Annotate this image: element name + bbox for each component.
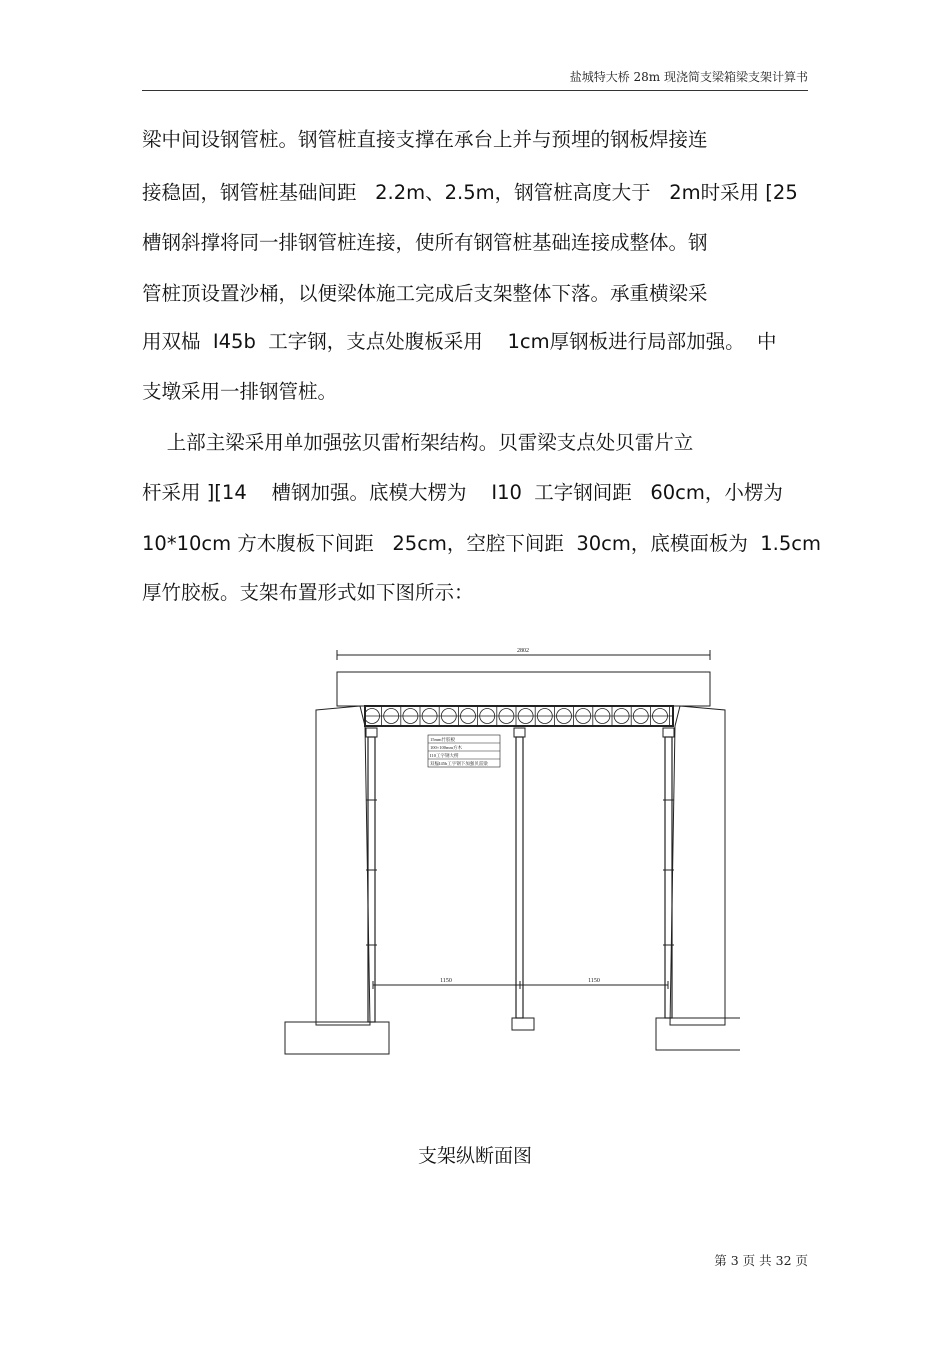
- page-number: 第 3 页 共 32 页: [714, 1253, 808, 1268]
- right-sand-barrel: [663, 728, 674, 737]
- legend-item: 双榀I45b工字钢下加强贝雷梁: [430, 761, 488, 766]
- legend-item: 15mm竹胶板: [430, 737, 456, 742]
- middle-sand-barrel: [514, 728, 525, 737]
- legend-item: I10工字钢大楞: [430, 753, 459, 758]
- girder-deck: [337, 672, 710, 706]
- support-frame-drawing: [280, 640, 740, 1065]
- left-sand-barrel: [366, 728, 377, 737]
- text-line: 梁中间设钢管桩。钢管桩直接支撑在承台上并与预埋的钢板焊接连: [142, 128, 708, 151]
- text-line: 接稳固，钢管桩基础间距 2.2m、2.5m，钢管桩高度大于 2m时采用 [25: [142, 181, 798, 204]
- left-foundation: [285, 1022, 389, 1054]
- text-line: 支墩采用一排钢管桩。: [142, 380, 338, 403]
- text-line: 10*10cm 方木腹板下间距 25cm，空腔下间距 30cm，底模面板为 1.5cm: [142, 532, 821, 555]
- page-header: [142, 66, 808, 91]
- drawing-svg: [280, 640, 740, 1065]
- left-abutment: [316, 706, 370, 1025]
- text-line: 槽钢斜撑将同一排钢管桩连接，使所有钢管桩基础连接成整体。钢: [142, 231, 708, 254]
- middle-pile: [516, 737, 523, 1018]
- top-dimension-label: 2802: [517, 648, 529, 654]
- text-line: 用双榀 I45b 工字钢，支点处腹板采用 1cm厚钢板进行局部加强。 中: [142, 330, 777, 353]
- right-foundation: [656, 1018, 740, 1050]
- page-footer: [142, 1251, 808, 1269]
- middle-footing: [512, 1018, 534, 1030]
- text-line: 杆采用 ][14 槽钢加强。底模大楞为 I10 工字钢间距 60cm，小楞为: [142, 481, 783, 504]
- text-line: 上部主梁采用单加强弦贝雷桁架结构。贝雷梁支点处贝雷片立: [142, 431, 694, 454]
- right-abutment: [670, 706, 725, 1025]
- figure-caption: 支架纵断面图: [417, 1145, 532, 1167]
- text-line: 厚竹胶板。支架布置形式如下图所示：: [142, 581, 474, 604]
- span-right-label: 1150: [588, 978, 600, 984]
- text-line: 管桩顶设置沙桶，以便梁体施工完成后支架整体下落。承重横梁采: [142, 282, 708, 305]
- header-title: 盐城特大桥 28m 现浇简支梁箱梁支架计算书: [569, 70, 808, 84]
- legend-item: 100×100mm方木: [430, 745, 463, 750]
- span-left-label: 1150: [440, 978, 452, 984]
